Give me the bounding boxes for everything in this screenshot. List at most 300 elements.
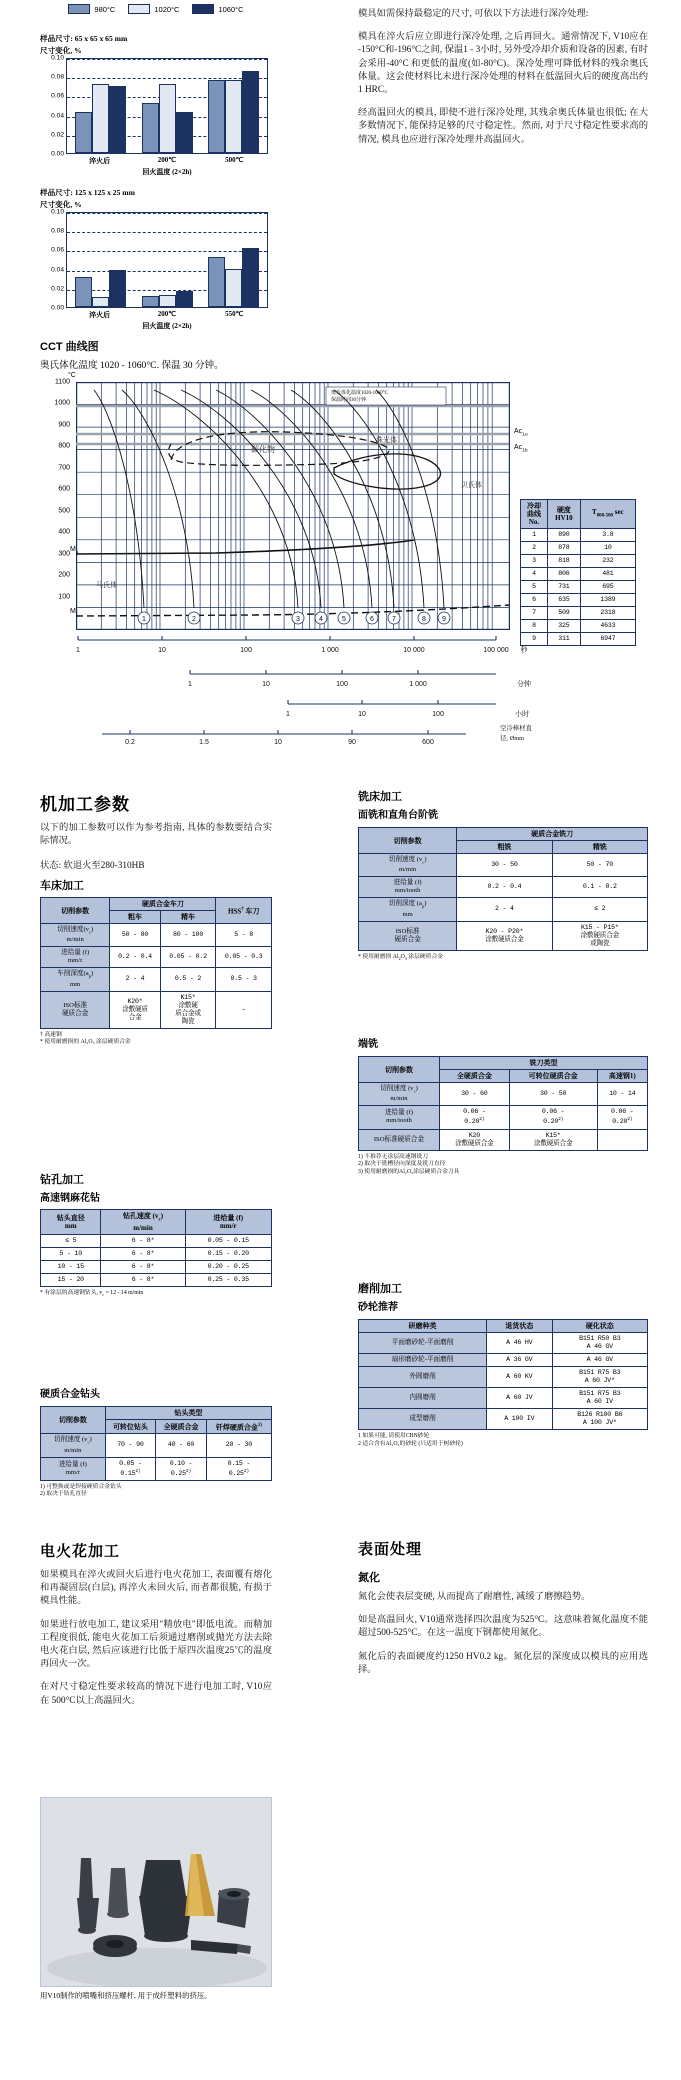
photo-caption: 用V10制作的喷嘴和挤压螺杆, 用于成纤塑料的挤压。 — [40, 1991, 212, 2000]
table-row — [41, 968, 272, 991]
chart1-plot — [66, 58, 268, 154]
th-rough: 粗车 — [110, 911, 160, 924]
turning-table — [40, 897, 272, 1029]
bar — [142, 103, 159, 153]
svg-text:小时: 小时 — [515, 710, 529, 718]
carbide-drill-block — [40, 1385, 272, 1499]
cd-note-2: 2) 取决于钻孔直径 — [40, 1491, 87, 1498]
table-row — [41, 1235, 272, 1248]
cct-table-row — [521, 542, 636, 555]
cct-time-axes — [76, 634, 546, 746]
svg-text:3: 3 — [296, 616, 300, 623]
table-cell: 0.1 - 0.2 — [552, 877, 647, 898]
x-tick-label: 淬火后 — [89, 157, 111, 165]
turning-title: 车床加工 — [40, 879, 84, 892]
table-cell: K20* 涂敷硬质 合金 — [110, 991, 160, 1028]
table-cell: K15* 涂敷硬 质合金或 陶瓷 — [160, 991, 216, 1028]
surface-subtitle: 氮化 — [358, 1572, 380, 1584]
svg-text:2: 2 — [192, 616, 196, 623]
bar — [242, 71, 259, 153]
cct-cell: 818 — [548, 555, 581, 568]
cct-cell: 5 — [521, 581, 548, 594]
surface-p1: 氮化会使表层变硬, 从而提高了耐磨性, 减缓了磨擦趋势。 — [358, 1592, 591, 1602]
table-cell: ≤ 2 — [552, 898, 647, 921]
bar — [109, 270, 126, 307]
table-cell: A 46 HV — [487, 1333, 553, 1354]
cct-label-ac1b: $Ac_{1b}$ — [514, 444, 528, 454]
cct-cell: 232 — [580, 555, 635, 568]
svg-text:4: 4 — [319, 616, 323, 623]
bar — [159, 295, 176, 307]
table-cell: B151 R75 B3 A 60 IV — [552, 1388, 647, 1409]
cct-label-carbide: 碳化物 — [251, 445, 275, 454]
cct-subtitle: 奥氏体化温度 1020 - 1060°C. 保温 30 分钟。 — [40, 360, 224, 371]
cct-y-tick: 1100 — [54, 378, 70, 386]
svg-text:5: 5 — [342, 616, 346, 623]
edm-p2: 如果进行放电加工, 建议采用"精放电"即低电流。而精加工程度很低, 能电火花加工后须通过磨削或抛光方法去除电火花白层, 然后应该进行比低于原四次温度25℃的温度再回火一次。 — [40, 1619, 272, 1670]
legend-label-980: 980°C — [94, 4, 116, 14]
table-cell: 80 - 100 — [160, 924, 216, 947]
y-tick: 0.00 — [51, 150, 64, 158]
surface-p3: 氮化后的表面硬度约1250 HV0.2 kg。氮化层的深度成以模具的应用选择。 — [358, 1651, 648, 1675]
row-label: 进给量 (f) mm/r — [41, 947, 110, 968]
cct-cell: 9 — [521, 633, 548, 646]
endmilling-title: 端铣 — [358, 1039, 378, 1050]
y-tick: 0.06 — [51, 246, 64, 254]
chart2-title: 样品尺寸: 125 x 125 x 25 mm — [40, 188, 135, 197]
cd-note-1: 1) 可整换或是焊接硬质合金钻头 — [40, 1483, 122, 1490]
em-note-2: 2) 取决于铣槽径向深度及铣刀直径 — [358, 1161, 446, 1168]
th-cd-param: 切削参数 — [41, 1407, 106, 1434]
table-cell: 6 - 8* — [101, 1261, 185, 1274]
row-label: 进给量 (f) mm/tooth — [359, 1106, 440, 1129]
cct-col-header: 冷却 曲线 No. — [521, 500, 548, 529]
svg-text:600: 600 — [422, 739, 434, 746]
col-header: 全硬质合金 — [156, 1420, 207, 1434]
cct-cell: 6 — [521, 594, 548, 607]
row-label: ISO标准硬质合金 — [359, 1129, 440, 1150]
grind-note-2: 2 适合含有Al₂O₃的砂轮 (只适用于树砂轮) — [358, 1440, 463, 1447]
cct-label-martensite: 马氏体 — [96, 581, 117, 589]
machining-heading — [40, 790, 130, 815]
th-em-type: 铣刀类型 — [439, 1057, 647, 1070]
cct-cell: 6947 — [580, 633, 635, 646]
edm-title: 电火花加工 — [40, 1544, 121, 1560]
svg-text:10: 10 — [158, 647, 166, 654]
cct-cell: 695 — [580, 581, 635, 594]
cct-cell: 806 — [548, 568, 581, 581]
cct-cell: 731 — [548, 581, 581, 594]
cct-ylabel: °C — [68, 372, 76, 379]
y-tick: 0.02 — [51, 285, 64, 293]
bar — [225, 80, 242, 153]
svg-text:10: 10 — [262, 681, 270, 688]
cct-y-tick: 800 — [58, 442, 70, 450]
col-header: 钻孔速度 $(v_c)$ m/min — [101, 1210, 185, 1235]
bar-chart-1 — [40, 33, 272, 176]
cct-cell: 481 — [580, 568, 635, 581]
th-param: 切削参数 — [41, 898, 110, 924]
svg-text:1 000: 1 000 — [409, 681, 427, 688]
svg-text:空冷棒材直: 空冷棒材直 — [500, 725, 532, 732]
cct-cell: 2 — [521, 542, 548, 555]
table-cell: 15 - 20 — [41, 1274, 101, 1287]
th-carbide: 硬质合金车刀 — [110, 898, 216, 911]
deep-freeze-text — [358, 8, 648, 147]
table-cell: 0.06 - 0.20$^{2)}$ — [509, 1106, 597, 1129]
carbide-drill-title: 硬质合金钻头 — [40, 1389, 100, 1400]
cct-y-tick: 100 — [58, 593, 70, 601]
product-photo-block — [40, 1797, 272, 2001]
cct-table-row — [521, 581, 636, 594]
drilling-note: * 有涂层的高速钢钻头, $v_c = 12 - 14$ m/min — [40, 1290, 144, 1298]
chart2-ylabel: 尺寸变化, % — [40, 200, 82, 209]
svg-text:1: 1 — [188, 681, 192, 688]
cct-cell: 509 — [548, 607, 581, 620]
row-label: 切削速度 $(v_c)$ m/min — [359, 1083, 440, 1106]
row-label: ISO标准 硬质合金 — [41, 991, 110, 1028]
svg-text:秒: 秒 — [520, 646, 528, 654]
y-tick: 0.08 — [51, 227, 64, 235]
row-label: 切削速度$(v_c)$ m/min — [41, 924, 110, 947]
table-cell: 70 - 90 — [105, 1434, 156, 1457]
table-row — [41, 1261, 272, 1274]
legend-swatch-1020 — [128, 4, 150, 14]
endmilling-table — [358, 1056, 648, 1151]
bar-group — [134, 59, 201, 153]
legend-item-980 — [68, 4, 115, 14]
table-cell: 0.2 - 0.4 — [457, 877, 552, 898]
cct-table-row — [521, 555, 636, 568]
chart1-yaxis — [40, 54, 66, 158]
col-header: 高速钢1) — [597, 1070, 647, 1083]
table-cell: A 60 JV — [487, 1388, 553, 1409]
product-photo — [40, 1797, 272, 1987]
cct-cell: 878 — [548, 542, 581, 555]
col-header: 退货状态 — [487, 1320, 553, 1333]
svg-text:分钟: 分钟 — [517, 680, 531, 688]
table-cell: 6 - 8* — [101, 1235, 185, 1248]
chart2-plot — [66, 212, 268, 308]
table-row — [41, 924, 272, 947]
table-cell: 30 - 50 — [509, 1083, 597, 1106]
table-cell: A 100 IV — [487, 1409, 553, 1430]
x-tick-label: 淬火后 — [89, 311, 111, 319]
cct-table-row — [521, 529, 636, 542]
cct-y-tick: 1000 — [54, 399, 70, 407]
cct-title: CCT 曲线图 — [40, 341, 99, 353]
cct-y-tick: 500 — [58, 507, 70, 515]
bar — [92, 84, 109, 153]
cct-cell: 3 — [521, 555, 548, 568]
turning-table-block — [40, 897, 272, 1047]
th-finish: 精车 — [160, 911, 216, 924]
surface-block — [358, 1538, 648, 1677]
col-header: 研磨种类 — [359, 1320, 487, 1333]
cct-cell: 325 — [548, 620, 581, 633]
svg-text:1: 1 — [286, 711, 290, 718]
em-note-1: 1) 不推荐无涂层高速钢铣刀 — [358, 1153, 429, 1160]
row-label: ISO标准 硬质合金 — [359, 921, 457, 950]
row-label: 进给量 (f) mm/r — [41, 1457, 106, 1480]
svg-text:1: 1 — [142, 616, 146, 623]
edm-p3: 在对尺寸稳定性要求较高的情况下进行电加工时, V10应在 500°C以上高温回火。 — [40, 1682, 272, 1706]
y-tick: 0.02 — [51, 131, 64, 139]
cct-y-tick: 200 — [58, 571, 70, 579]
bar — [208, 257, 225, 307]
table-row — [359, 898, 648, 921]
svg-text:8: 8 — [422, 616, 426, 623]
bar — [176, 112, 193, 153]
cct-label-bainite: 贝氏体 — [461, 481, 482, 489]
cct-diagram — [40, 372, 640, 752]
table-cell: 0.25 - 0.35 — [185, 1274, 271, 1287]
cct-cell: 1 — [521, 529, 548, 542]
x-tick-label: 200℃ — [157, 310, 177, 318]
chart1-xlabels — [66, 156, 268, 166]
bar — [109, 86, 126, 153]
bar-group — [67, 213, 134, 307]
svg-text:100: 100 — [336, 681, 348, 688]
table-row — [359, 1333, 648, 1354]
edm-p1: 如果模具在淬火或回火后进行电火花加工, 表面覆有熔化和再凝固层(白层), 再淬火未回火后, 而者都很脆, 有损于模具性能。 — [40, 1570, 272, 1607]
cct-data-table — [520, 499, 636, 646]
legend-label-1020: 1020°C — [154, 4, 180, 14]
table-cell: 0.10 - 0.25$^{2)}$ — [156, 1457, 207, 1480]
cct-table-row — [521, 633, 636, 646]
svg-text:1 000: 1 000 — [321, 647, 339, 654]
table-cell: 30 - 50 — [457, 854, 552, 877]
table-row — [359, 877, 648, 898]
bar-group — [67, 59, 134, 153]
table-cell: B151 R50 B3 A 46 GV — [552, 1333, 647, 1354]
drilling-subtitle: 高速钢麻花钻 — [40, 1193, 100, 1204]
cct-col-header: $T_{800-500}$ sec — [580, 500, 635, 529]
table-cell: 0.05 - 0.15$^{2)}$ — [105, 1457, 156, 1480]
carbide-drill-table — [40, 1406, 272, 1481]
grinding-title: 磨削加工 — [358, 1283, 402, 1295]
y-tick: 0.00 — [51, 304, 64, 312]
svg-text:100: 100 — [432, 711, 444, 718]
svg-text:10 000: 10 000 — [403, 647, 425, 654]
table-cell: B126 R100 B6 A 100 JV* — [552, 1409, 647, 1430]
grinding-table — [358, 1319, 648, 1430]
table-cell: 0.2 - 0.4 — [110, 947, 160, 968]
cct-label-pearlite: 珠光体 — [376, 436, 397, 444]
deep-freeze-p1: 模具如需保持最稳定的尺寸, 可依以下方法进行深冷处理: — [358, 9, 589, 19]
y-tick: 0.08 — [51, 73, 64, 81]
y-tick: 0.10 — [51, 54, 64, 62]
cct-y-ticks — [40, 378, 74, 620]
machining-intro: 以下的加工参数可以作为参考指南, 具体的参数要结合实际情况。 — [40, 823, 272, 847]
cct-section — [40, 338, 640, 371]
chart2-xlabels — [66, 310, 268, 320]
chart2-xtitle: 回火温度 (2×2h) — [142, 322, 192, 330]
surface-p2: 如是高温回火, V10通常选择四次温度为525°C。这意味着氮化温度不能超过500-525°C。在这一温度下钢都使用氮化。 — [358, 1615, 648, 1639]
cct-table-row — [521, 620, 636, 633]
table-row — [41, 1274, 272, 1287]
x-tick-label: 550℃ — [225, 310, 244, 318]
th-em-param: 切削参数 — [359, 1057, 440, 1083]
th-cd-type: 钻头类型 — [105, 1407, 271, 1420]
table-row — [41, 1457, 272, 1480]
table-row — [41, 947, 272, 968]
table-cell: 0.15 - 0.20 — [185, 1248, 271, 1261]
cct-cell: 1389 — [580, 594, 635, 607]
table-row — [41, 1434, 272, 1457]
table-row — [41, 1248, 272, 1261]
cct-y-tick: 900 — [58, 421, 70, 429]
table-cell: 0.15 - 0.25$^{2)}$ — [206, 1457, 271, 1480]
table-cell: 0.20 - 0.25 — [185, 1261, 271, 1274]
table-cell: A 36 GV — [487, 1354, 553, 1367]
cct-cell: 890 — [548, 529, 581, 542]
table-cell: K20 - P20* 涂敷硬质合金 — [457, 921, 552, 950]
svg-text:保温时间30分钟: 保温时间30分钟 — [331, 398, 367, 403]
surface-title: 表面处理 — [358, 1542, 423, 1558]
chart-legend — [40, 4, 272, 14]
cct-cell: 4 — [521, 568, 548, 581]
legend-label-1060: 1060°C — [218, 4, 244, 14]
svg-text:0.2: 0.2 — [125, 739, 135, 746]
cct-label-mf: $M_f$ — [70, 608, 78, 618]
table-cell: K15* 涂敷硬质合金 — [509, 1129, 597, 1150]
bar — [75, 112, 92, 153]
table-cell: A 60 KV — [487, 1367, 553, 1388]
bar-group — [134, 213, 201, 307]
cct-plot — [76, 382, 510, 630]
cct-y-tick: 400 — [58, 528, 70, 536]
cct-cell: 8 — [521, 620, 548, 633]
table-cell: 0.05 - 0.15 — [185, 1235, 271, 1248]
svg-text:100: 100 — [240, 647, 252, 654]
cct-label-ms: $M_s$ — [70, 546, 79, 556]
em-note-3: 3) 使用耐磨损的Al₂O₃涂层硬质合金刀具 — [358, 1168, 460, 1175]
cct-table-row — [521, 594, 636, 607]
table-cell: 2 - 4 — [110, 968, 160, 991]
x-tick-label: 500℃ — [225, 156, 244, 164]
table-cell: K20 涂敷硬质合金 — [439, 1129, 509, 1150]
table-cell: 50 - 80 — [110, 924, 160, 947]
milling-title: 铣床加工 — [358, 791, 402, 803]
table-cell: 30 - 60 — [439, 1083, 509, 1106]
machining-condition: 状态: 软退火至280-310HB — [40, 861, 145, 872]
table-cell: 6 - 8* — [101, 1248, 185, 1261]
grind-note-1: 1 如果可能, 请使用CBN砂轮 — [358, 1433, 430, 1439]
cct-table-row — [521, 607, 636, 620]
svg-text:奥氏体化温度1020-1060°C: 奥氏体化温度1020-1060°C — [331, 391, 389, 396]
x-tick-label: 200℃ — [157, 156, 177, 164]
row-label: 外圆磨削 — [359, 1367, 487, 1388]
y-tick: 0.10 — [51, 208, 64, 216]
row-label: 切削深度 $(a_p)$ mm — [359, 898, 457, 921]
bar — [242, 248, 259, 307]
bar — [208, 80, 225, 153]
chart1-xtitle: 回火温度 (2×2h) — [142, 168, 192, 176]
table-cell: 5 - 10 — [41, 1248, 101, 1261]
col-header: 钎焊硬质合金$^{1)}$ — [206, 1420, 271, 1434]
table-cell: 0.06 - 0.20$^{2)}$ — [439, 1106, 509, 1129]
svg-text:1: 1 — [76, 647, 80, 654]
row-label: 扇形磨砂轮-平面磨削 — [359, 1354, 487, 1367]
deep-freeze-p3: 经高温回火的模具, 即使不进行深冷处理, 其残余奥氏体量也很低; 在大多数情况下, 能保持足够的尺寸稳定性。然而, 对于尺寸稳定性要求高的情况, 模具也应进行深冷处理并高温回火。 — [358, 108, 648, 145]
col-header: 全硬质合金 — [439, 1070, 509, 1083]
y-tick: 0.04 — [51, 112, 64, 120]
row-label: 切削速度 $(v_c)$ m/min — [359, 854, 457, 877]
col-header: 可转位钻头 — [105, 1420, 156, 1434]
machining-title: 机加工参数 — [40, 795, 130, 814]
svg-text:90: 90 — [348, 739, 356, 746]
table-cell: 10 - 14 — [597, 1083, 647, 1106]
chart1-ylabel: 尺寸变化, % — [40, 46, 82, 55]
bar — [159, 84, 176, 153]
table-cell: 0.5 - 2 — [160, 968, 216, 991]
legend-item-1060 — [192, 4, 243, 14]
cct-cell: 2318 — [580, 607, 635, 620]
machining-intro-block — [40, 822, 272, 893]
milling-table — [358, 827, 648, 951]
table-cell: 0.06 - 0.20$^{2)}$ — [597, 1106, 647, 1129]
milling-note: * 使用耐磨损 $Al_2O_3$ 涂层硬质合金 — [358, 953, 444, 961]
drilling-table — [40, 1209, 272, 1287]
table-cell: 0.5 - 3 — [216, 968, 272, 991]
drilling-title: 钻孔加工 — [40, 1174, 84, 1186]
svg-text:9: 9 — [442, 616, 446, 623]
grinding-subtitle: 砂轮推荐 — [358, 1302, 398, 1313]
chart1-title: 样品尺寸: 65 x 65 x 65 mm — [40, 34, 128, 43]
legend-item-1020 — [128, 4, 179, 14]
svg-text:6: 6 — [370, 616, 374, 623]
chart2-yaxis — [40, 208, 66, 312]
table-cell: 0.05 - 0.2 — [160, 947, 216, 968]
bar — [225, 269, 242, 307]
legend-swatch-980 — [68, 4, 90, 14]
table-row — [359, 1367, 648, 1388]
cct-y-tick: 600 — [58, 485, 70, 493]
table-cell: 50 - 70 — [552, 854, 647, 877]
table-cell: A 46 GV — [552, 1354, 647, 1367]
table-row — [359, 1354, 648, 1367]
table-cell: 10 - 15 — [41, 1261, 101, 1274]
deep-freeze-p2: 模具在淬火后应立即进行深冷处理, 之后再回火。通常情况下, V10应在 -150°C和-196°C之间, 保温1 - 3小时, 另外受冷却介质和设备的因素, 有时会采用-40°C 和更低的温度(如-80°C)。深冷处理可降低材料的残余奥氏体量。这会使材料比未进行深冷处理的材料在低温回火后的硬度高出约1 HRC。 — [358, 32, 648, 96]
bar-group — [200, 59, 267, 153]
y-tick: 0.06 — [51, 92, 64, 100]
cct-table-row — [521, 568, 636, 581]
cct-cell: 635 — [548, 594, 581, 607]
table-row — [359, 1129, 648, 1150]
cct-y-tick: 700 — [58, 464, 70, 472]
svg-text:径, Ømm: 径, Ømm — [500, 735, 525, 742]
grinding-block — [358, 1280, 648, 1448]
table-cell: 6 - 8* — [101, 1274, 185, 1287]
table-cell: B151 R75 B3 A 60 JV* — [552, 1367, 647, 1388]
table-row — [359, 1083, 648, 1106]
row-label: 进给量 (f) mm/tooth — [359, 877, 457, 898]
svg-text:1.5: 1.5 — [199, 739, 209, 746]
turning-note-1: † 高速钢 — [40, 1031, 62, 1038]
edm-block — [40, 1540, 272, 1708]
table-cell — [597, 1129, 647, 1150]
table-row — [359, 921, 648, 950]
turning-note-2: * 使用耐磨损的 Al₂O₃ 涂层硬质合金 — [40, 1039, 131, 1046]
bar — [92, 297, 109, 307]
table-cell: ≤ 5 — [41, 1235, 101, 1248]
th-hss: HSS† 车刀 — [216, 898, 272, 924]
table-row — [41, 991, 272, 1028]
endmilling-block — [358, 1035, 648, 1176]
milling-subtitle: 面铣和直角台阶铣 — [358, 810, 438, 821]
table-cell: 0.05 - 0.3 — [216, 947, 272, 968]
